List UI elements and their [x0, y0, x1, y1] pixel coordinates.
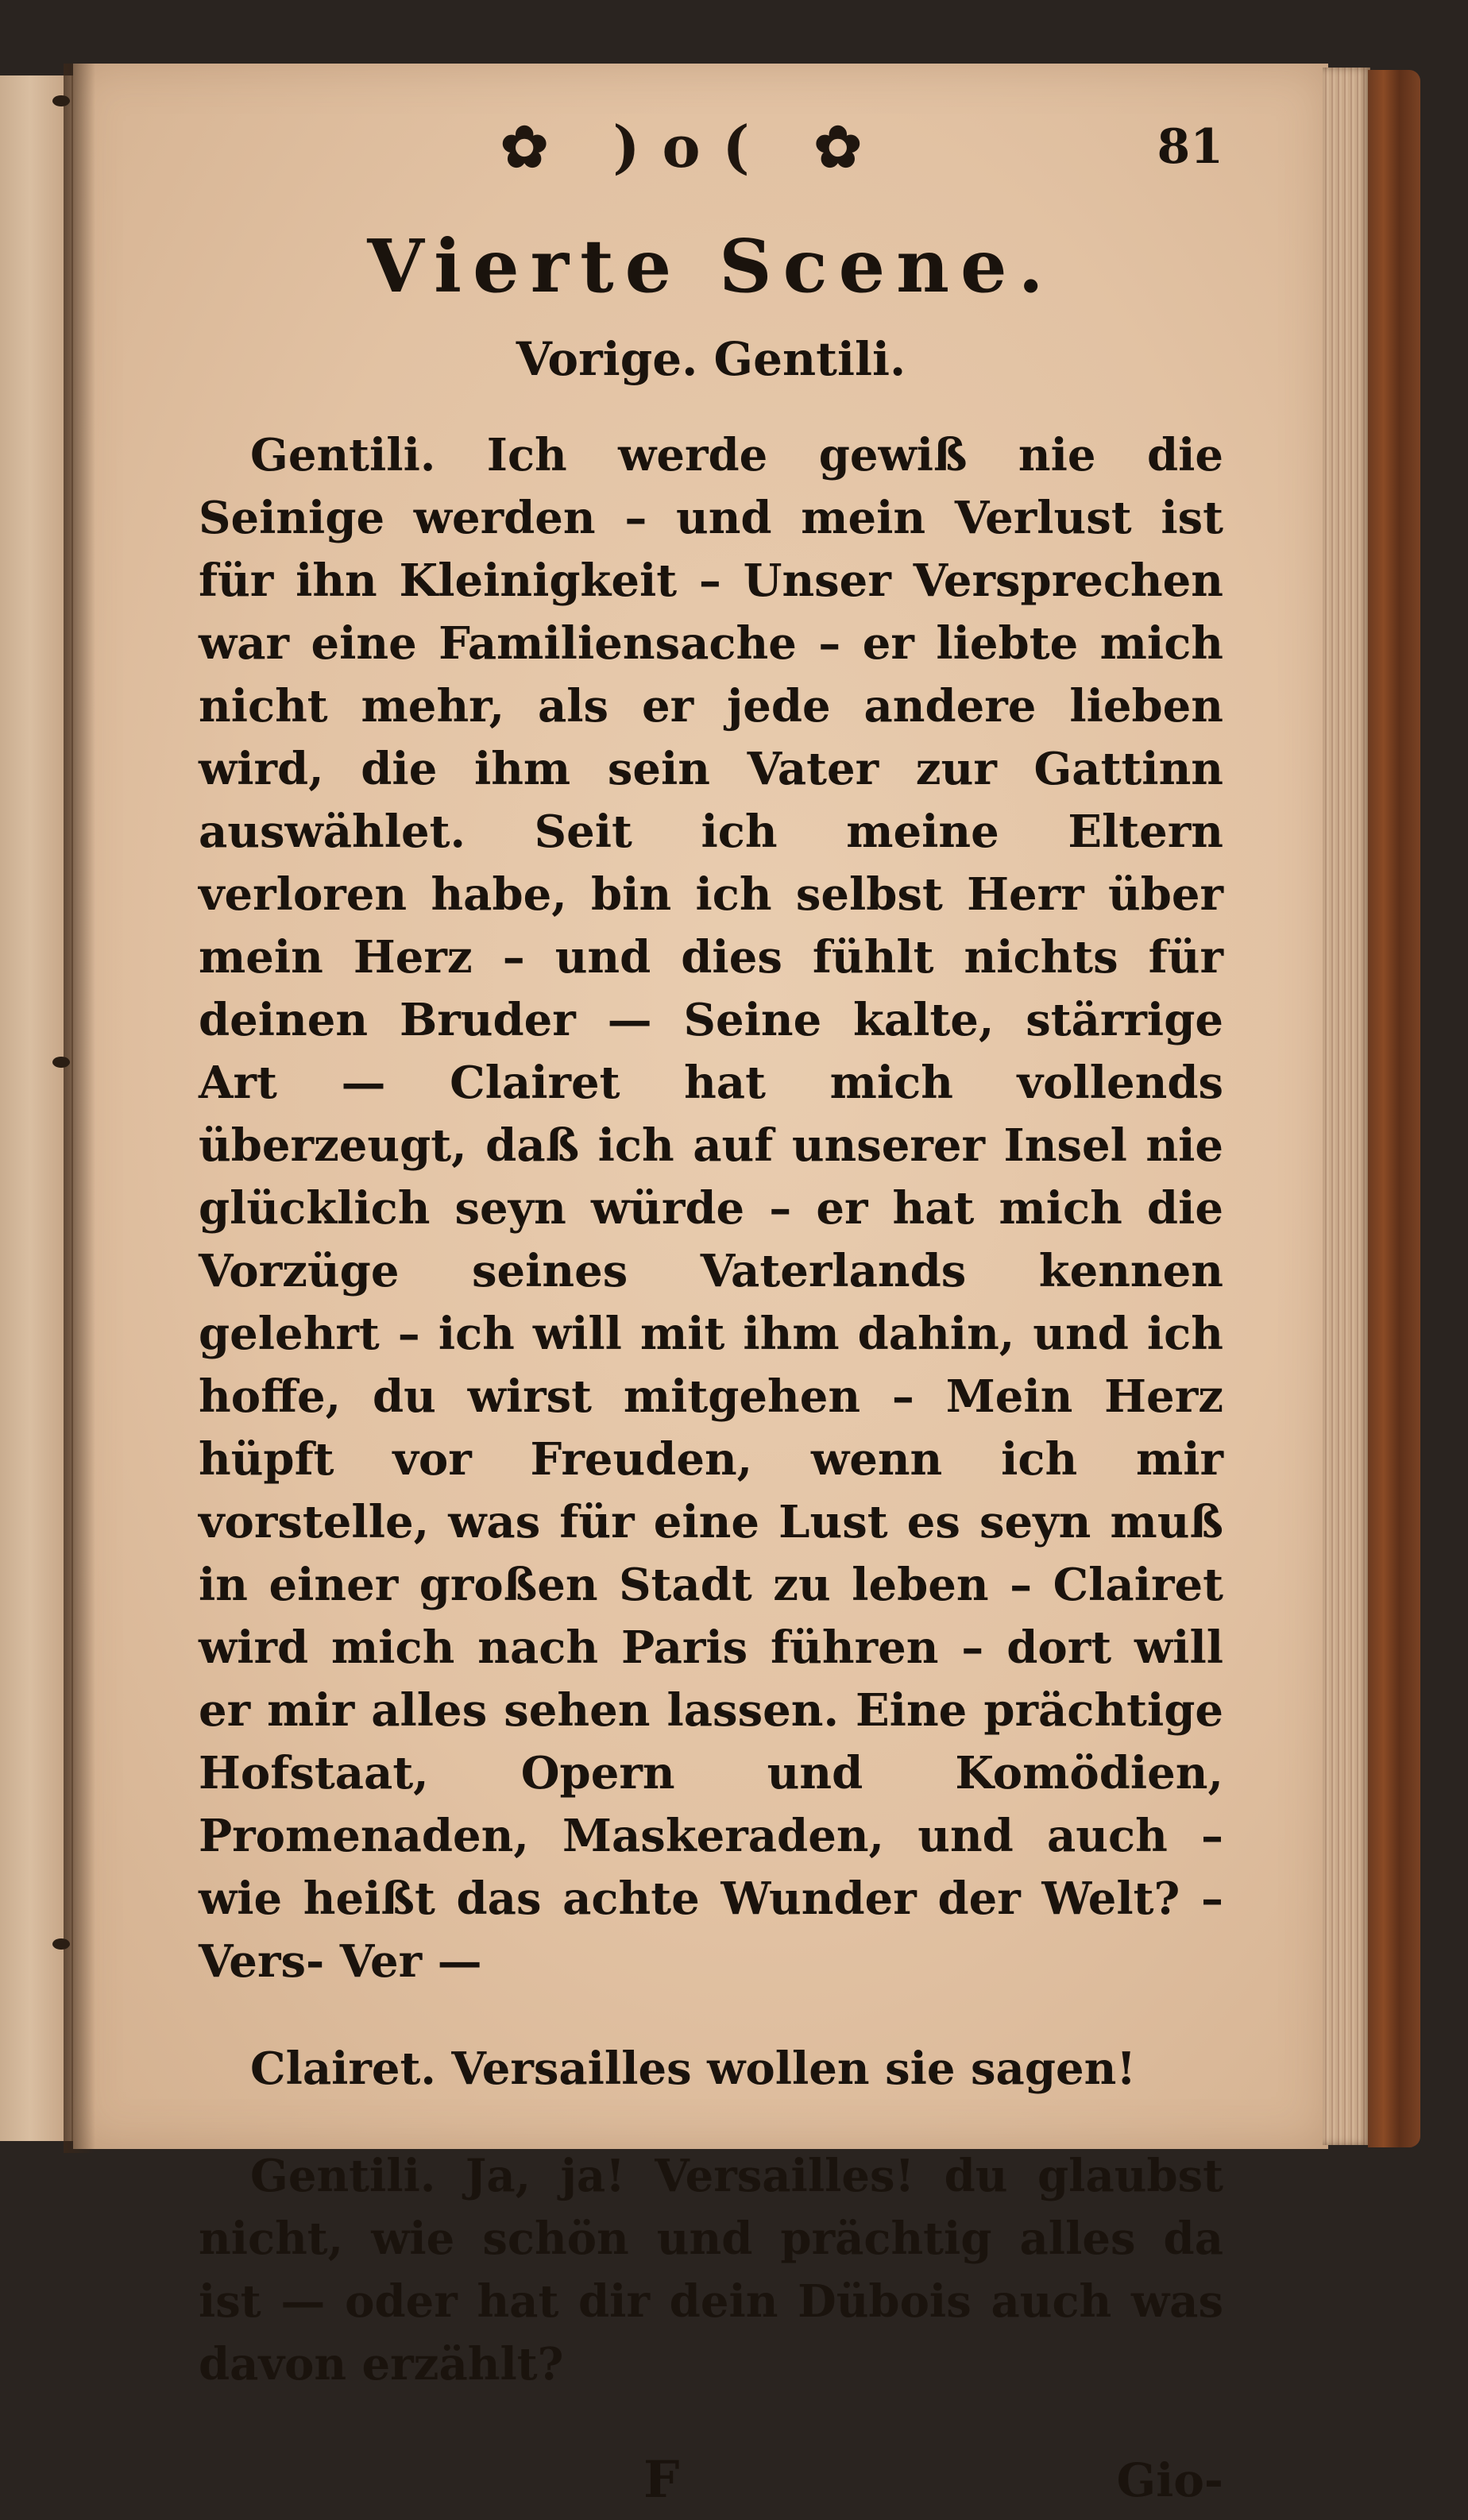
speech-text: Ich werde gewiß nie die Seinige werden – und mein Verlust ist für ihn Kleinigkeit – Unser Versprechen war eine Familiensache – er liebte mich nicht mehr, als er jede andere lieben wird, die ihm sein Vater zur Gattinn auswählet. Seit ich meine Eltern verloren habe, bin ich selbst Herr über mein Herz – und dies fühlt nichts für deinen Bruder — Seine kalte, stärrige Art — Clairet hat mich vollends überzeugt, daß ich auf unserer Insel nie glücklich seyn würde – er hat mich die Vorzüge seines Vaterlands kennen gelehrt – ich will mit ihm dahin, und ich hoffe, du wirst mitgehen – Mein Herz hüpft vor Freuden, wenn ich mir vorstelle, was für eine Lust es seyn muß in einer großen Stadt zu leben – Clairet wird mich nach Paris führen – dort will er mir alles sehen lassen. Eine prächtige Hofstaat, Opern und Komödien, Promenaden, Maskeraden, und auch – wie heißt das achte Wunder der Welt? – Vers- Ver —: [199, 429, 1223, 1988]
page-edges: [1323, 68, 1370, 2145]
header-ornament: ✿ )o( ✿: [500, 113, 884, 180]
page-number: 81: [1157, 119, 1223, 175]
book-cover: [1368, 70, 1420, 2147]
speaker-name: Gentili.: [250, 2150, 436, 2202]
binding-stitch: [52, 1938, 70, 1950]
speech: [199, 2145, 1223, 2396]
scene-title: Vierte Scene.: [367, 223, 1055, 309]
speech-text: Versailles wollen sie sagen!: [451, 2043, 1136, 2095]
speaker-name: Gentili.: [250, 429, 436, 481]
binding-stitch: [52, 95, 70, 106]
character-list: Vorige. Gentili.: [516, 332, 906, 386]
speech: [199, 2038, 1223, 2101]
speech-text: Ja, ja! Versailles! du glaubst nicht, wie schön und prächtig alles da ist — oder hat dir dein Dübois auch was davon erzählt?: [199, 2150, 1223, 2391]
speech: [199, 424, 1223, 1993]
page-footer: [199, 2441, 1223, 2520]
signature-mark: F: [643, 2450, 680, 2510]
page-text: [199, 115, 1223, 2520]
binding-stitch: [52, 1057, 70, 1068]
spine-shadow: [64, 64, 95, 2153]
speaker-name: Clairet.: [250, 2043, 436, 2095]
running-header: [199, 115, 1223, 179]
catchword: Gio-: [1116, 2453, 1223, 2507]
